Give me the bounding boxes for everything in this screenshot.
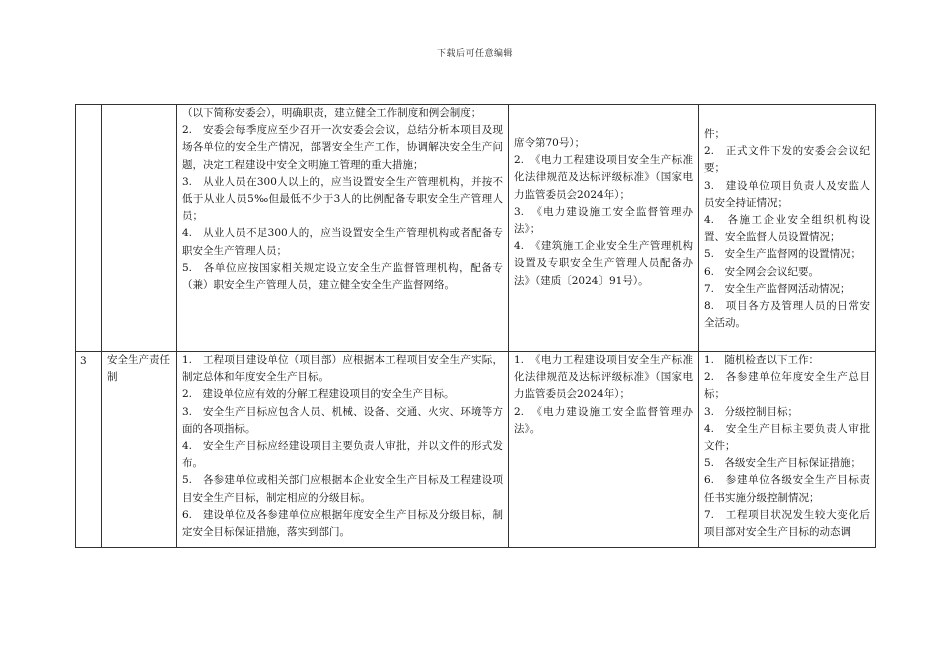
- check-paragraph: 4. 安全生产目标主要负责人审批文件；: [704, 422, 870, 453]
- check-paragraph: 5. 各级安全生产目标保证措施；: [704, 457, 862, 470]
- check-paragraph: 4. 各施工企业安全组织机构设置、安全监督人员设置情况；: [704, 214, 870, 244]
- content-paragraph: （以下简称安委会），明确职责，建立健全工作制度和例会制度；: [182, 107, 482, 119]
- regulation-table: [75, 104, 876, 548]
- basis-paragraph: 1. 《电力工程建设项目安全生产标准化法律规范及达标评级标准》（国家电力监管委员会2024年）；: [514, 354, 693, 401]
- basis-paragraph: 席令第70号）；: [514, 137, 586, 149]
- basis-paragraph: 2. 《电力建设施工安全监督管理办法》。: [514, 405, 693, 435]
- item-name: [102, 105, 177, 352]
- basis-paragraph: 3. 《电力建设施工安全监督管理办法》；: [514, 205, 693, 236]
- check-cell: [699, 352, 876, 548]
- check-paragraph: 7. 工程项目状况发生较大变化后项目部对安全生产目标的动态调: [704, 508, 870, 539]
- check-paragraph: 2. 各参建单位年度安全生产总目标；: [704, 371, 870, 401]
- content-paragraph: 3. 从业人员在300人以上的，应当设置安全生产管理机构，并按不低于从业人员5‰但最低不少于3人的比例配备专职安全生产管理人员；: [182, 175, 503, 223]
- content-paragraph: 6. 建设单位及各参建单位应根据年度安全生产目标及分级目标，制定安全目标保证措施，落实到部门。: [182, 508, 503, 539]
- item-name: 安全生产责任制: [102, 352, 177, 548]
- table-row: [76, 105, 876, 352]
- check-paragraph: 5. 安全生产监督网的设置情况；: [704, 248, 862, 261]
- check-paragraph: 6. 参建单位各级安全生产目标责任书实施分级控制情况；: [704, 474, 870, 504]
- content-paragraph: 4. 安全生产目标应经建设项目主要负责人审批，并以文件的形式发布。: [182, 440, 503, 470]
- check-paragraph: 8. 项目各方及管理人员的日常安全活动。: [704, 300, 870, 330]
- check-paragraph: 件；: [704, 128, 725, 140]
- table-row: [76, 352, 876, 548]
- content-paragraph: 4. 从业人员不足300人的，应当设置安全生产管理机构或者配备专职安全生产管理人员；: [182, 227, 503, 257]
- check-paragraph: 6. 安全网会会议纪要。: [704, 265, 820, 278]
- basis-paragraph: 4. 《建筑施工企业安全生产管理机构设置及专职安全生产管理人员配备办法》（建质〔2024〕91号）。: [514, 240, 693, 287]
- row-number: 3: [76, 352, 102, 548]
- check-paragraph: 3. 分级控制目标；: [704, 405, 799, 418]
- basis-cell: [509, 352, 699, 548]
- content-cell: [177, 105, 509, 352]
- basis-cell: [509, 105, 699, 352]
- content-paragraph: 5. 各参建单位或相关部门应根据本企业安全生产目标及工程建设项目安全生产目标，制定相应的分级目标。: [182, 474, 503, 504]
- check-paragraph: 7. 安全生产监督网活动情况；: [704, 282, 851, 295]
- check-paragraph: 3. 建设单位项目负责人及安监人员安全持证情况；: [704, 179, 870, 209]
- content-paragraph: 5. 各单位应按国家相关规定设立安全生产监督管理机构，配备专（兼）职安全生产管理人员，建立健全安全生产监督网络。: [182, 261, 503, 292]
- page-header: 下载后可任意编辑: [436, 49, 513, 59]
- content-paragraph: 2. 安委会每季度应至少召开一次安委会会议，总结分析本项目及现场各单位的安全生产情况，部署安全生产工作，协调解决安全生产问题，决定工程建设中安全文明施工管理的重大措施；: [182, 124, 503, 171]
- check-paragraph: 2. 正式文件下发的安委会会议纪要；: [704, 145, 870, 175]
- content-paragraph: 2. 建设单位应有效的分解工程建设项目的安全生产目标。: [182, 388, 455, 401]
- content-cell: [177, 352, 509, 548]
- check-paragraph: 1. 随机检查以下工作：: [704, 354, 820, 366]
- check-cell: [699, 105, 876, 352]
- content-paragraph: 3. 安全生产目标应包含人员、机械、设备、交通、火灾、环境等方面的各项指标。: [182, 405, 503, 435]
- content-paragraph: 1. 工程项目建设单位（项目部）应根据本工程项目安全生产实际，制定总体和年度安全生产目标。: [182, 354, 503, 384]
- row-number: [76, 105, 102, 352]
- basis-paragraph: 2. 《电力工程建设项目安全生产标准化法律规范及达标评级标准》（国家电力监管委员会2024年）；: [514, 154, 693, 201]
